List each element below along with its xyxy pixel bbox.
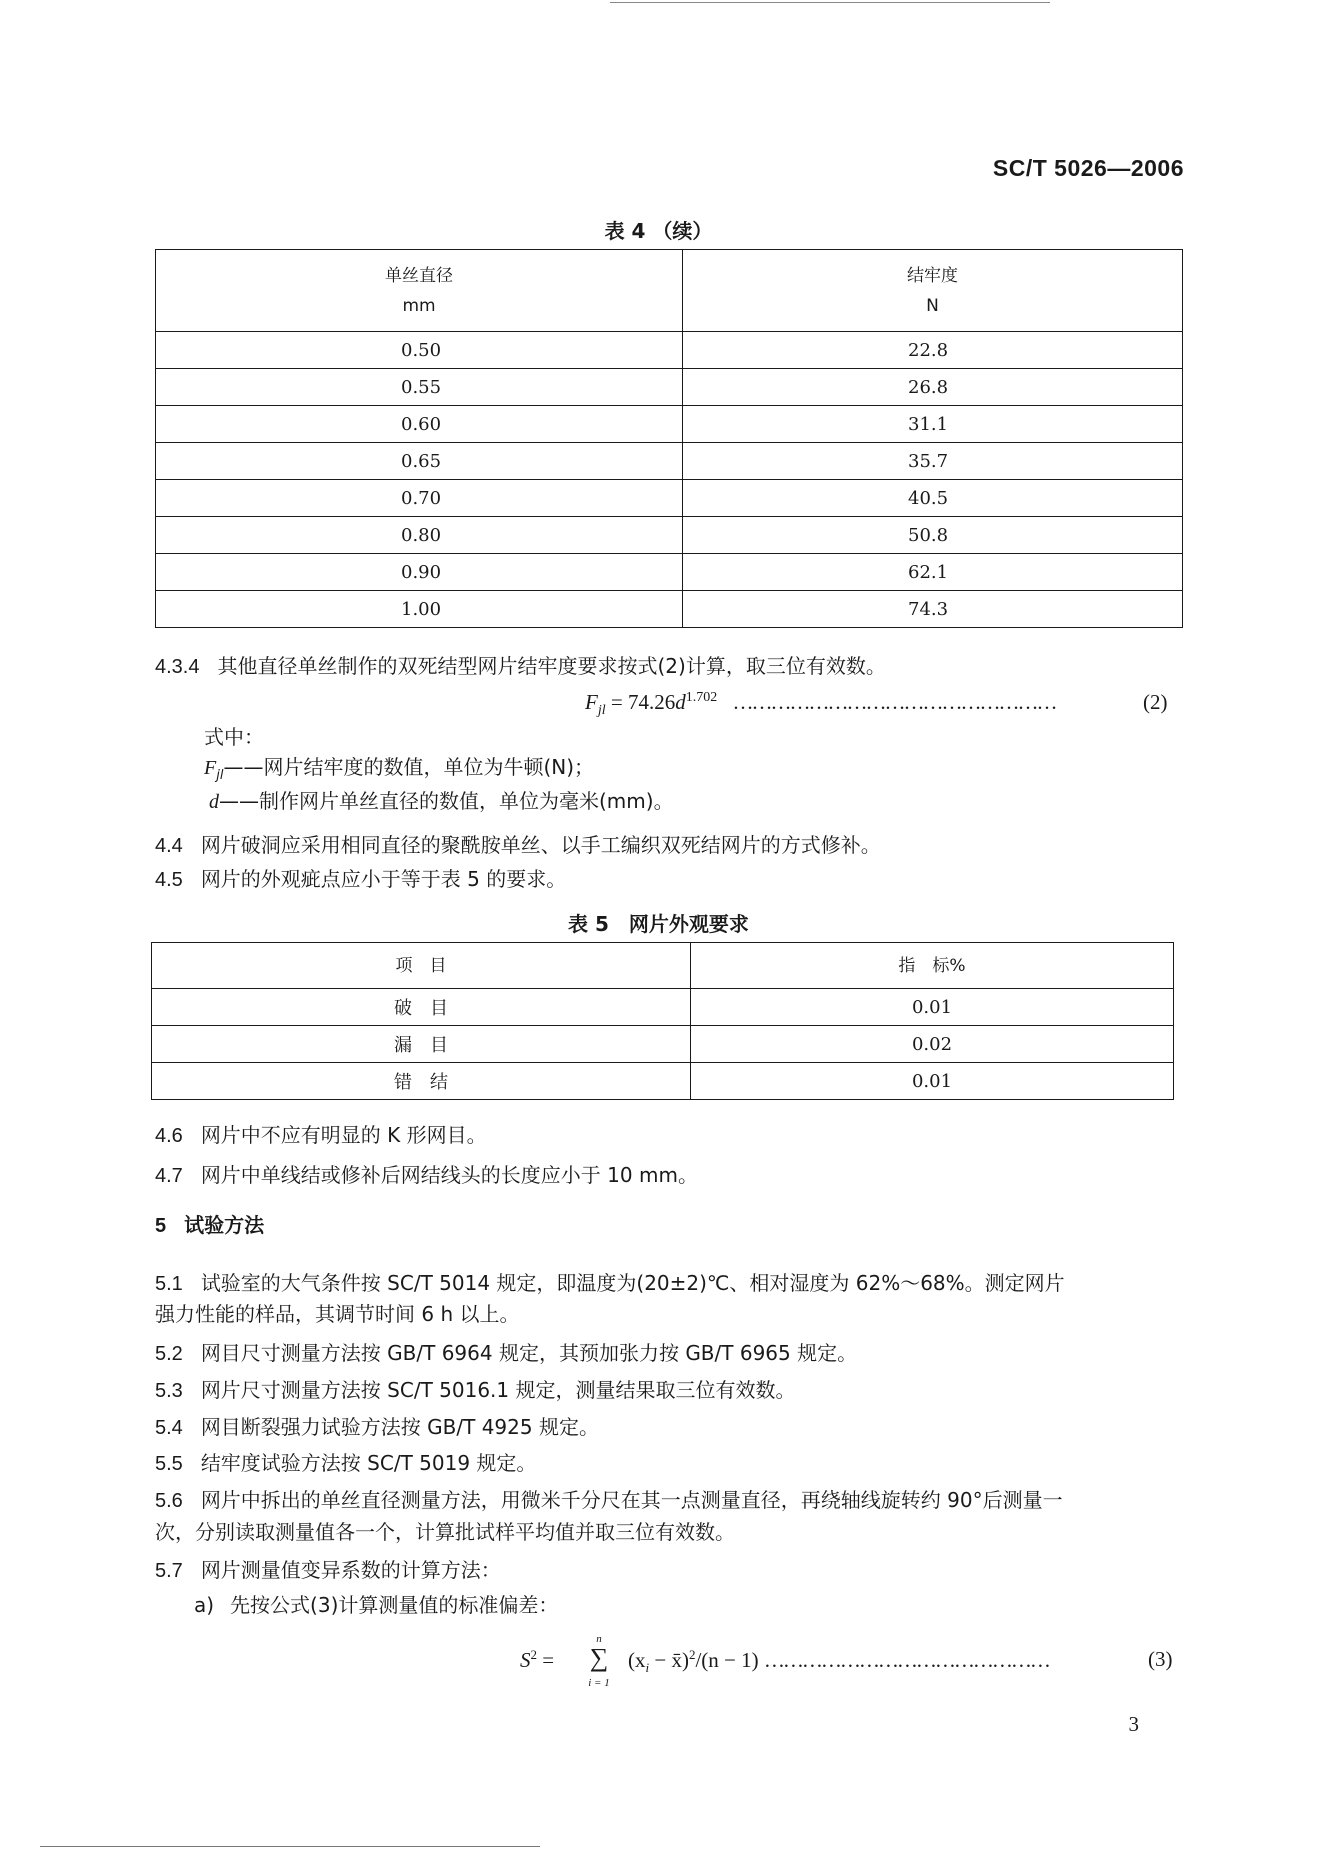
clause-4-3-4	[155, 651, 886, 682]
table-row	[152, 1063, 1174, 1100]
formula-body-open: (x	[628, 1648, 646, 1672]
strength-cell: 26.8	[683, 369, 1183, 406]
clause-5-7	[155, 1555, 501, 1586]
strength-cell: 40.5	[683, 480, 1183, 517]
table-row	[156, 480, 1183, 517]
clause-number: 5.5	[155, 1453, 183, 1475]
table5-header-item: 项 目	[152, 943, 691, 989]
page-number: 3	[1128, 1712, 1139, 1736]
table5-title: 表 5 网片外观要求	[568, 912, 749, 936]
diameter-cell: 0.50	[156, 332, 683, 369]
diameter-cell: 0.55	[156, 369, 683, 406]
clause-text: 网目尺寸测量方法按 GB/T 6964 规定，其预加张力按 GB/T 6965 规定。	[200, 1341, 858, 1365]
clause-4-7	[155, 1160, 698, 1191]
table4-header-diameter	[156, 250, 683, 332]
where-description: ——网片结牢度的数值，单位为牛顿(N)；	[223, 755, 595, 779]
scan-artifact-top	[610, 2, 1050, 3]
strength-cell: 74.3	[683, 591, 1183, 628]
diameter-cell: 0.60	[156, 406, 683, 443]
section-title: 试验方法	[184, 1213, 265, 1237]
table-row	[156, 406, 1183, 443]
clause-5-1	[155, 1268, 1065, 1299]
formula-2-label: (2)	[1143, 690, 1168, 714]
formula-2	[585, 690, 1055, 719]
where-intro: 式中：	[204, 725, 264, 749]
sigma-lower-limit: i = 1	[588, 1677, 610, 1689]
formula-body-superscript: 2	[688, 1647, 696, 1662]
diameter-cell: 0.90	[156, 554, 683, 591]
formula-body-mid: − x̄)	[649, 1648, 689, 1672]
table-row	[156, 591, 1183, 628]
table5-header-index: 指 标%	[691, 943, 1174, 989]
table4-header-strength	[683, 250, 1183, 332]
clause-number: 4.5	[155, 869, 183, 891]
table-row	[156, 332, 1183, 369]
strength-cell: 50.8	[683, 517, 1183, 554]
diameter-unit: mm	[402, 295, 436, 316]
clause-number: 5.3	[155, 1380, 183, 1402]
strength-cell: 22.8	[683, 332, 1183, 369]
clause-5-7-item-a	[194, 1590, 558, 1620]
strength-label: 结牢度	[907, 265, 958, 286]
clause-text: 结牢度试验方法按 SC/T 5019 规定。	[200, 1451, 537, 1475]
clause-number: 4.4	[155, 835, 183, 857]
where-symbol: d	[209, 791, 219, 813]
strength-cell: 31.1	[683, 406, 1183, 443]
clause-number: 5.4	[155, 1417, 183, 1439]
formula-lhs-superscript: 2	[530, 1647, 537, 1662]
clause-number: 4.7	[155, 1165, 183, 1187]
table-row	[156, 443, 1183, 480]
clause-text-line1: 网片中拆出的单丝直径测量方法，用微米千分尺在其一点测量直径，再绕轴线旋转约 90°后测量一	[200, 1488, 1063, 1512]
formula-body-end: /(n − 1)	[695, 1648, 759, 1672]
formula-equals: =	[542, 1648, 555, 1672]
formula-exponent: 1.702	[685, 690, 718, 705]
clause-5-1-continued: 强力性能的样品，其调节时间 6 h 以上。	[155, 1302, 520, 1326]
where-symbol-subscript: jl	[216, 768, 224, 783]
formula-lhs: S	[520, 1648, 531, 1672]
sigma-upper-limit: n	[596, 1633, 602, 1645]
item-cell: 错 结	[152, 1063, 691, 1100]
strength-cell: 62.1	[683, 554, 1183, 591]
strength-cell: 35.7	[683, 443, 1183, 480]
clause-text: 网片中不应有明显的 K 形网目。	[200, 1123, 487, 1147]
formula-body-subscript: i	[645, 1660, 650, 1676]
clause-number: 5.1	[155, 1273, 183, 1295]
clause-4-4	[155, 830, 881, 861]
table4	[155, 249, 1183, 628]
formula-3-label: (3)	[1148, 1647, 1173, 1671]
clause-5-5	[155, 1448, 536, 1479]
where-symbol: F	[204, 757, 217, 779]
clause-5-4	[155, 1412, 599, 1443]
clause-4-6	[155, 1120, 487, 1151]
clause-number: 4.3.4	[155, 656, 200, 678]
document-code: SC/T 5026—2006	[992, 155, 1184, 181]
diameter-cell: 0.65	[156, 443, 683, 480]
table-row	[156, 369, 1183, 406]
section-number: 5	[155, 1215, 167, 1237]
where-description: ——制作网片单丝直径的数值，单位为毫米(mm)。	[219, 789, 674, 813]
formula-variable: d	[675, 690, 686, 714]
clause-text: 网目断裂强力试验方法按 GB/T 4925 规定。	[200, 1415, 599, 1439]
table-row	[152, 989, 1174, 1026]
formula-lhs: F	[585, 690, 598, 714]
diameter-cell: 0.70	[156, 480, 683, 517]
table4-title: 表 4 （续）	[604, 219, 713, 243]
formula-rhs-prefix: = 74.26	[610, 690, 676, 714]
value-cell: 0.02	[691, 1026, 1174, 1063]
value-cell: 0.01	[691, 989, 1174, 1026]
clause-number: 5.6	[155, 1490, 183, 1512]
list-item-text: 先按公式(3)计算测量值的标准偏差：	[230, 1593, 559, 1617]
item-cell: 漏 目	[152, 1026, 691, 1063]
clause-text: 网片测量值变异系数的计算方法：	[200, 1558, 501, 1582]
clause-number: 4.6	[155, 1125, 183, 1147]
scan-artifact-bottom	[40, 1846, 540, 1847]
list-item-label: a)	[194, 1593, 215, 1617]
value-cell: 0.01	[691, 1063, 1174, 1100]
clause-text: 网片中单线结或修补后网结线头的长度应小于 10 mm。	[200, 1163, 698, 1187]
item-cell: 破 目	[152, 989, 691, 1026]
diameter-cell: 0.80	[156, 517, 683, 554]
table5	[151, 942, 1174, 1100]
table-row	[152, 1026, 1174, 1063]
clause-text: 网片尺寸测量方法按 SC/T 5016.1 规定，测量结果取三位有效数。	[200, 1378, 796, 1402]
formula-leader-dots: ……………………………………………	[732, 690, 1056, 714]
diameter-label: 单丝直径	[385, 265, 453, 286]
where-item-diameter	[209, 786, 674, 817]
sigma-symbol: ∑	[589, 1643, 609, 1672]
clause-5-3	[155, 1375, 795, 1406]
strength-unit: N	[926, 295, 939, 316]
clause-4-5	[155, 864, 566, 895]
clause-5-6	[155, 1485, 1063, 1516]
section-5-heading	[155, 1210, 264, 1241]
formula-lhs-subscript: jl	[597, 703, 606, 719]
clause-number: 5.2	[155, 1343, 183, 1365]
clause-5-6-continued: 次，分别读取测量值各一个，计算批试样平均值并取三位有效数。	[155, 1520, 735, 1544]
clause-5-2	[155, 1338, 857, 1369]
clause-text: 网片的外观疵点应小于等于表 5 的要求。	[200, 867, 567, 891]
clause-text: 其他直径单丝制作的双死结型网片结牢度要求按式(2)计算，取三位有效数。	[217, 654, 886, 678]
clause-text: 网片破洞应采用相同直径的聚酰胺单丝、以手工编织双死结网片的方式修补。	[200, 833, 881, 857]
table-row	[156, 517, 1183, 554]
diameter-cell: 1.00	[156, 591, 683, 628]
clause-number: 5.7	[155, 1560, 183, 1582]
clause-text-line1: 试验室的大气条件按 SC/T 5014 规定，即温度为(20±2)℃、相对湿度为 62%～68%。测定网片	[200, 1271, 1065, 1295]
table-row	[156, 554, 1183, 591]
formula-leader-dots: ………………………………………	[763, 1648, 1049, 1672]
